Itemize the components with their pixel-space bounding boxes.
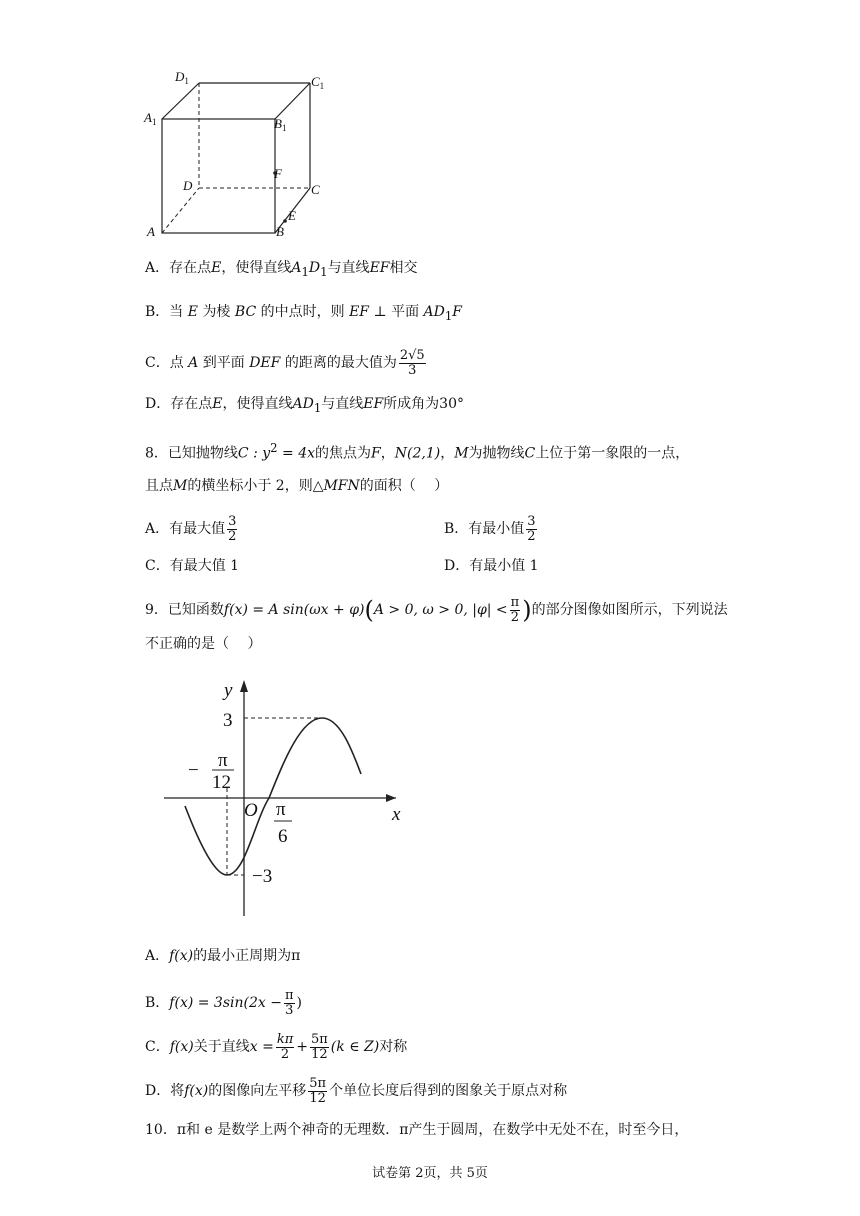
q10-stem: 10．π和 e 是数学上两个神奇的无理数．π产生于圆周，在数学中无处不在，时至今日，: [145, 1122, 689, 1138]
q7-option-a: A．存在点E，使得直线$A_1D_1$与直线EF相交: [145, 260, 418, 279]
q9-option-a: A．f(x)的最小正周期为π: [145, 948, 301, 964]
q9-option-b: B．f(x) = 3sin(2x − $\frac{\pi}{3}$ ): [145, 987, 302, 1018]
cube-front-face: [162, 119, 275, 233]
fraction: $\frac{2√5}{3}$: [399, 347, 425, 378]
pos-tick-num: π: [276, 799, 286, 820]
y-axis-arrow: [240, 680, 248, 692]
neg-sign: −: [188, 760, 199, 781]
label-B: B: [276, 224, 284, 239]
sine-curve: [185, 718, 361, 875]
q9-option-d: D．将f(x)的图像向左平移 $\frac{5\pi}{12}$ 个单位长度后得到的图象关于原点对称: [145, 1075, 568, 1106]
label-A1: $A_1$: [144, 110, 157, 127]
q8-stem-line-2: 且点M的横坐标小于 2，则△MFN的面积（ ）: [145, 478, 449, 494]
q9-option-c: C．f(x)关于直线x = $\frac{k\pi}{2}$ + $\frac{5\pi}{12}$ (k ∈ Z)对称: [145, 1031, 408, 1062]
label-E: E: [288, 208, 296, 223]
label-C1: $C_1$: [311, 74, 325, 91]
x-axis-arrow: [386, 794, 396, 802]
neg-tick-den: 12: [212, 772, 231, 793]
cube-figure: [140, 66, 340, 246]
q7-option-c: C．点 A 到平面 DEF 的距离的最大值为 $\frac{2√5}{3}$: [145, 347, 425, 378]
q7-option-b: B．当 E 为棱 BC 的中点时，则 EF ⊥ 平面 $AD_1F$: [145, 304, 463, 323]
y-label: y: [224, 680, 233, 701]
q8-option-c: C．有最大值 1: [145, 558, 240, 574]
origin-label: O: [244, 800, 258, 821]
q7-option-d: D．存在点E，使得直线$AD_1$与直线EF所成角为30°: [145, 396, 464, 415]
pos-tick-den: 6: [278, 826, 288, 847]
q8-option-b: B．有最小值 $\frac{3}{2}$: [444, 513, 536, 544]
q8-option-a: A．有最大值 $\frac{3}{2}$: [145, 513, 237, 544]
neg-tick-num: π: [218, 750, 228, 771]
label-A: A: [147, 224, 155, 239]
q9-stem-line-2: 不正确的是（ ）: [145, 636, 262, 652]
label-D1: $D_1$: [175, 69, 189, 86]
max-label: 3: [223, 710, 233, 731]
label-F: F: [274, 166, 282, 181]
x-label: x: [392, 804, 401, 825]
label-D: D: [183, 178, 193, 193]
page-footer: 试卷第 2页，共 5页: [372, 1166, 488, 1181]
label-B1: $B_1$: [274, 116, 287, 133]
q8-option-d: D．有最小值 1: [444, 558, 539, 574]
q8-stem-line-1: 8．已知抛物线C : $y^2 = 4x$的焦点为F，N(2,1)，M为抛物线C上位于第一象限的一点，: [145, 441, 690, 462]
label-C: C: [311, 182, 320, 197]
min-label: −3: [252, 866, 273, 887]
sine-graph: [160, 670, 420, 920]
q9-stem-line-1: 9．已知函数f(x) = A sin(ωx + φ)(A > 0, ω > 0, |φ| < $\frac{\pi}{2}$ )的部分图像如图所示，下列说法: [145, 594, 728, 625]
